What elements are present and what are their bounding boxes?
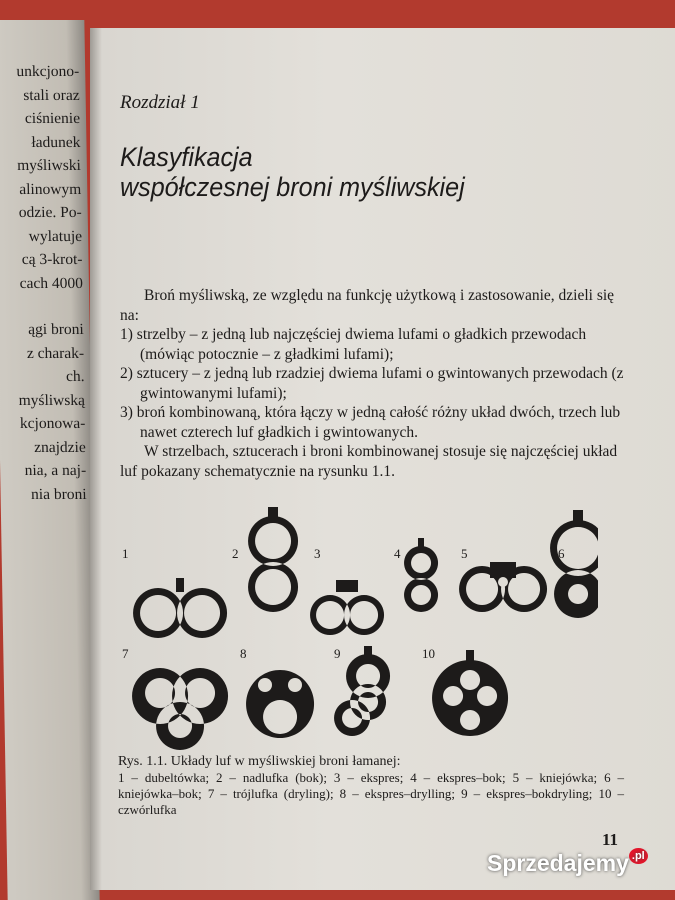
figure-label: 7 bbox=[122, 646, 129, 661]
figure-label: 3 bbox=[314, 546, 321, 561]
left-page-line: myśliwski bbox=[16, 157, 82, 174]
list-item: 1) strzelby – z jedną lub najczęściej dwiema lufami o gładkich przewodach (mówiąc potocznie – z gładkimi lufami); bbox=[120, 326, 587, 363]
figure-label: 10 bbox=[422, 646, 435, 661]
figure-label: 4 bbox=[394, 546, 401, 561]
figure-label: 5 bbox=[461, 546, 468, 561]
left-page-line: kcjonowa- bbox=[19, 415, 86, 432]
watermark-logo: Sprzedajemy $^{.pl}$ bbox=[487, 850, 648, 877]
left-page-line: wylatuje bbox=[28, 227, 83, 245]
left-page-line: nia broni bbox=[30, 485, 87, 503]
layout-7 bbox=[132, 668, 228, 750]
layout-10 bbox=[432, 650, 508, 736]
left-page-line: alinowym bbox=[19, 180, 82, 198]
left-page-line: cach 4000 bbox=[19, 274, 84, 292]
layout-8 bbox=[246, 670, 314, 738]
layout-1 bbox=[133, 578, 227, 638]
left-page-line bbox=[17, 295, 84, 318]
left-page-line: znajdzie bbox=[33, 438, 86, 456]
left-page-line: cą 3-krot- bbox=[21, 251, 83, 268]
figure-label: 9 bbox=[334, 646, 341, 661]
barrel-layout-figure bbox=[118, 502, 598, 750]
left-page-line: ciśnienie bbox=[24, 110, 81, 127]
figure-label: 6 bbox=[558, 546, 565, 561]
layout-2 bbox=[248, 507, 298, 612]
layout-4 bbox=[404, 538, 438, 612]
left-page-line: myśliwską bbox=[18, 391, 86, 409]
chapter-title bbox=[120, 142, 465, 202]
left-page-line: unkcjono- bbox=[16, 63, 80, 80]
page-number: 11 bbox=[602, 830, 619, 849]
layout-6 bbox=[550, 510, 598, 618]
list-item: 3) broń kombinowaną, która łączy w jedną całość różny układ dwóch, trzech lub nawet czterech luf gładkich i gwintowanych. bbox=[120, 404, 621, 441]
left-page bbox=[0, 20, 100, 900]
caption-text: 1 – dubeltówka; 2 – nadlufka (bok); 3 – ekspres; 4 – ekspres–bok; 5 – kniejówka; 6 – kniejówka–bok; 7 – trójlufka (dryling); 8 – ekspres–drylling; 9 – ekspres–bokdryling; 10 – czwórlufka bbox=[118, 770, 624, 817]
left-page-line: ładunek bbox=[31, 133, 81, 151]
left-page-line: nia, a naj- bbox=[24, 462, 87, 479]
title-line: współczesnej broni myśliwskiej bbox=[120, 172, 465, 202]
figure-label: 2 bbox=[232, 546, 239, 561]
caption-title: Rys. 1.1. Układy luf w myśliwskiej broni łamanej: bbox=[118, 754, 401, 769]
left-page-line: ch. bbox=[65, 368, 85, 385]
chapter-label: Rozdział 1 bbox=[120, 92, 200, 113]
layout-9 bbox=[334, 646, 390, 736]
list-item: 2) sztucery – z jedną lub rzadziej dwiema lufami o gwintowanych przewodach (z gwintowanymi lufami); bbox=[120, 365, 624, 402]
figure-caption bbox=[118, 754, 624, 818]
figure-label: 8 bbox=[240, 646, 247, 661]
left-page-text bbox=[13, 60, 87, 506]
paragraph: W strzelbach, sztucerach i broni kombinowanej stosuje się najczęściej układ luf pokazany schematycznie na rysunku 1.1. bbox=[120, 443, 618, 480]
left-page-line: ągi broni bbox=[28, 321, 84, 338]
paragraph: Broń myśliwską, ze względu na funkcję użytkową i zastosowanie, dzieli się na: bbox=[120, 287, 615, 324]
layout-5 bbox=[459, 562, 547, 612]
title-line: Klasyfikacja bbox=[120, 142, 253, 172]
layout-3 bbox=[310, 580, 384, 635]
body-text bbox=[120, 286, 625, 481]
left-page-line: z charak- bbox=[26, 344, 85, 362]
figure-label: 1 bbox=[122, 546, 129, 561]
left-page-line: odzie. Po- bbox=[18, 204, 82, 221]
left-page-line: stali oraz bbox=[23, 86, 80, 104]
